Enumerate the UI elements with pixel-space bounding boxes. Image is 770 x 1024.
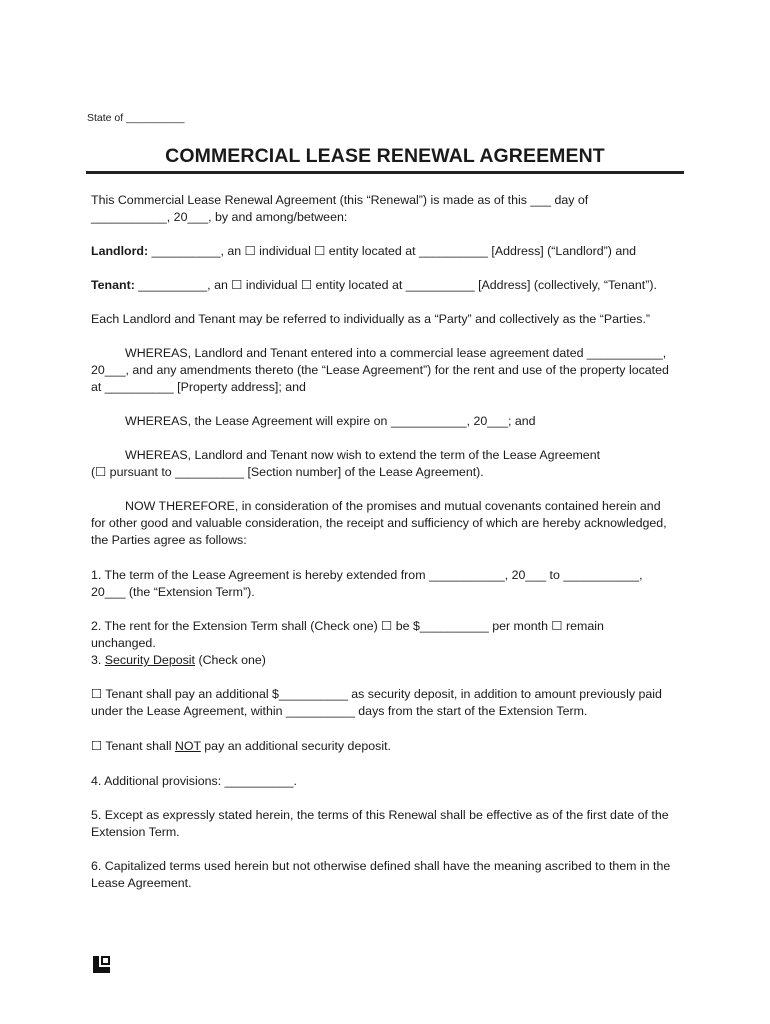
option-b-suffix: pay an additional security deposit. [200, 739, 391, 753]
tenant-line [91, 277, 657, 293]
now-therefore-line-1: NOW THEREFORE, in consideration of the promises and mutual covenants contained herein and [125, 499, 661, 513]
landlord-line [91, 243, 636, 259]
landlord-label: Landlord: [91, 244, 149, 258]
whereas3-line-1: WHEREAS, Landlord and Tenant now wish to extend the term of the Lease Agreement [125, 448, 601, 462]
item2-line-2: unchanged. [91, 636, 156, 650]
item3-suffix: (Check one) [195, 653, 266, 667]
whereas1-line-1: WHEREAS, Landlord and Tenant entered into a commercial lease agreement dated ___________, [125, 346, 667, 360]
document-title: COMMERCIAL LEASE RENEWAL AGREEMENT [165, 145, 605, 167]
option-b-prefix: ☐ Tenant shall [91, 739, 175, 753]
item3-prefix: 3. [91, 653, 105, 667]
intro-line-2: ___________, 20___, by and among/between: [91, 210, 348, 224]
state-line: State of __________ [87, 112, 185, 124]
whereas1-line-3: at __________ [Property address]; and [91, 380, 306, 394]
item2-line-1: 2. The rent for the Extension Term shall (Check one) ☐ be $__________ per month ☐ remain [91, 619, 604, 633]
item4-line: 4. Additional provisions: __________. [91, 774, 297, 788]
intro-line-1: This Commercial Lease Renewal Agreement (this “Renewal”) is made as of this ___ day of [91, 193, 589, 207]
parties-line: Each Landlord and Tenant may be referred to individually as a “Party” and collectively as the “Parties.” [91, 312, 651, 326]
title-divider [86, 171, 684, 174]
item5-line-1: 5. Except as expressly stated herein, the terms of this Renewal shall be effective as of the first date of the [91, 808, 669, 822]
security-deposit-heading: Security Deposit [104, 653, 195, 667]
whereas1-line-2: 20___, and any amendments thereto (the “Lease Agreement”) for the rent and use of the property located [91, 363, 669, 377]
landlord-text: __________, an ☐ individual ☐ entity located at __________ [Address] (“Landlord”) and [148, 244, 637, 258]
whereas3-line-2: (☐ pursuant to __________ [Section number] of the Lease Agreement). [91, 465, 484, 479]
option-a-line-1: ☐ Tenant shall pay an additional $__________ as security deposit, in addition to amount previously paid [91, 687, 662, 701]
item6-line-1: 6. Capitalized terms used herein but not otherwise defined shall have the meaning ascribed to them in the [91, 859, 671, 873]
option-b-not: NOT [174, 739, 201, 753]
tenant-label: Tenant: [91, 278, 135, 292]
whereas2-line: WHEREAS, the Lease Agreement will expire on ___________, 20___; and [125, 414, 536, 428]
tenant-text: __________, an ☐ individual ☐ entity located at __________ [Address] (collectively, “Tenant”). [134, 278, 657, 292]
item5-line-2: Extension Term. [91, 825, 180, 839]
option-b-line [91, 738, 391, 754]
item6-line-2: Lease Agreement. [91, 876, 192, 890]
now-therefore-line-2: for other good and valuable consideration, the receipt and sufficiency of which are hereby acknowledged, [91, 516, 667, 530]
item3-line [91, 652, 266, 668]
document-brand-logo-icon [92, 955, 112, 975]
now-therefore-line-3: the Parties agree as follows: [91, 533, 247, 547]
option-a-line-2: under the Lease Agreement, within __________ days from the start of the Extension Term. [91, 704, 588, 718]
item1-line-2: 20___ (the “Extension Term”). [91, 585, 255, 599]
item1-line-1: 1. The term of the Lease Agreement is hereby extended from ___________, 20___ to ___________, [91, 568, 643, 582]
